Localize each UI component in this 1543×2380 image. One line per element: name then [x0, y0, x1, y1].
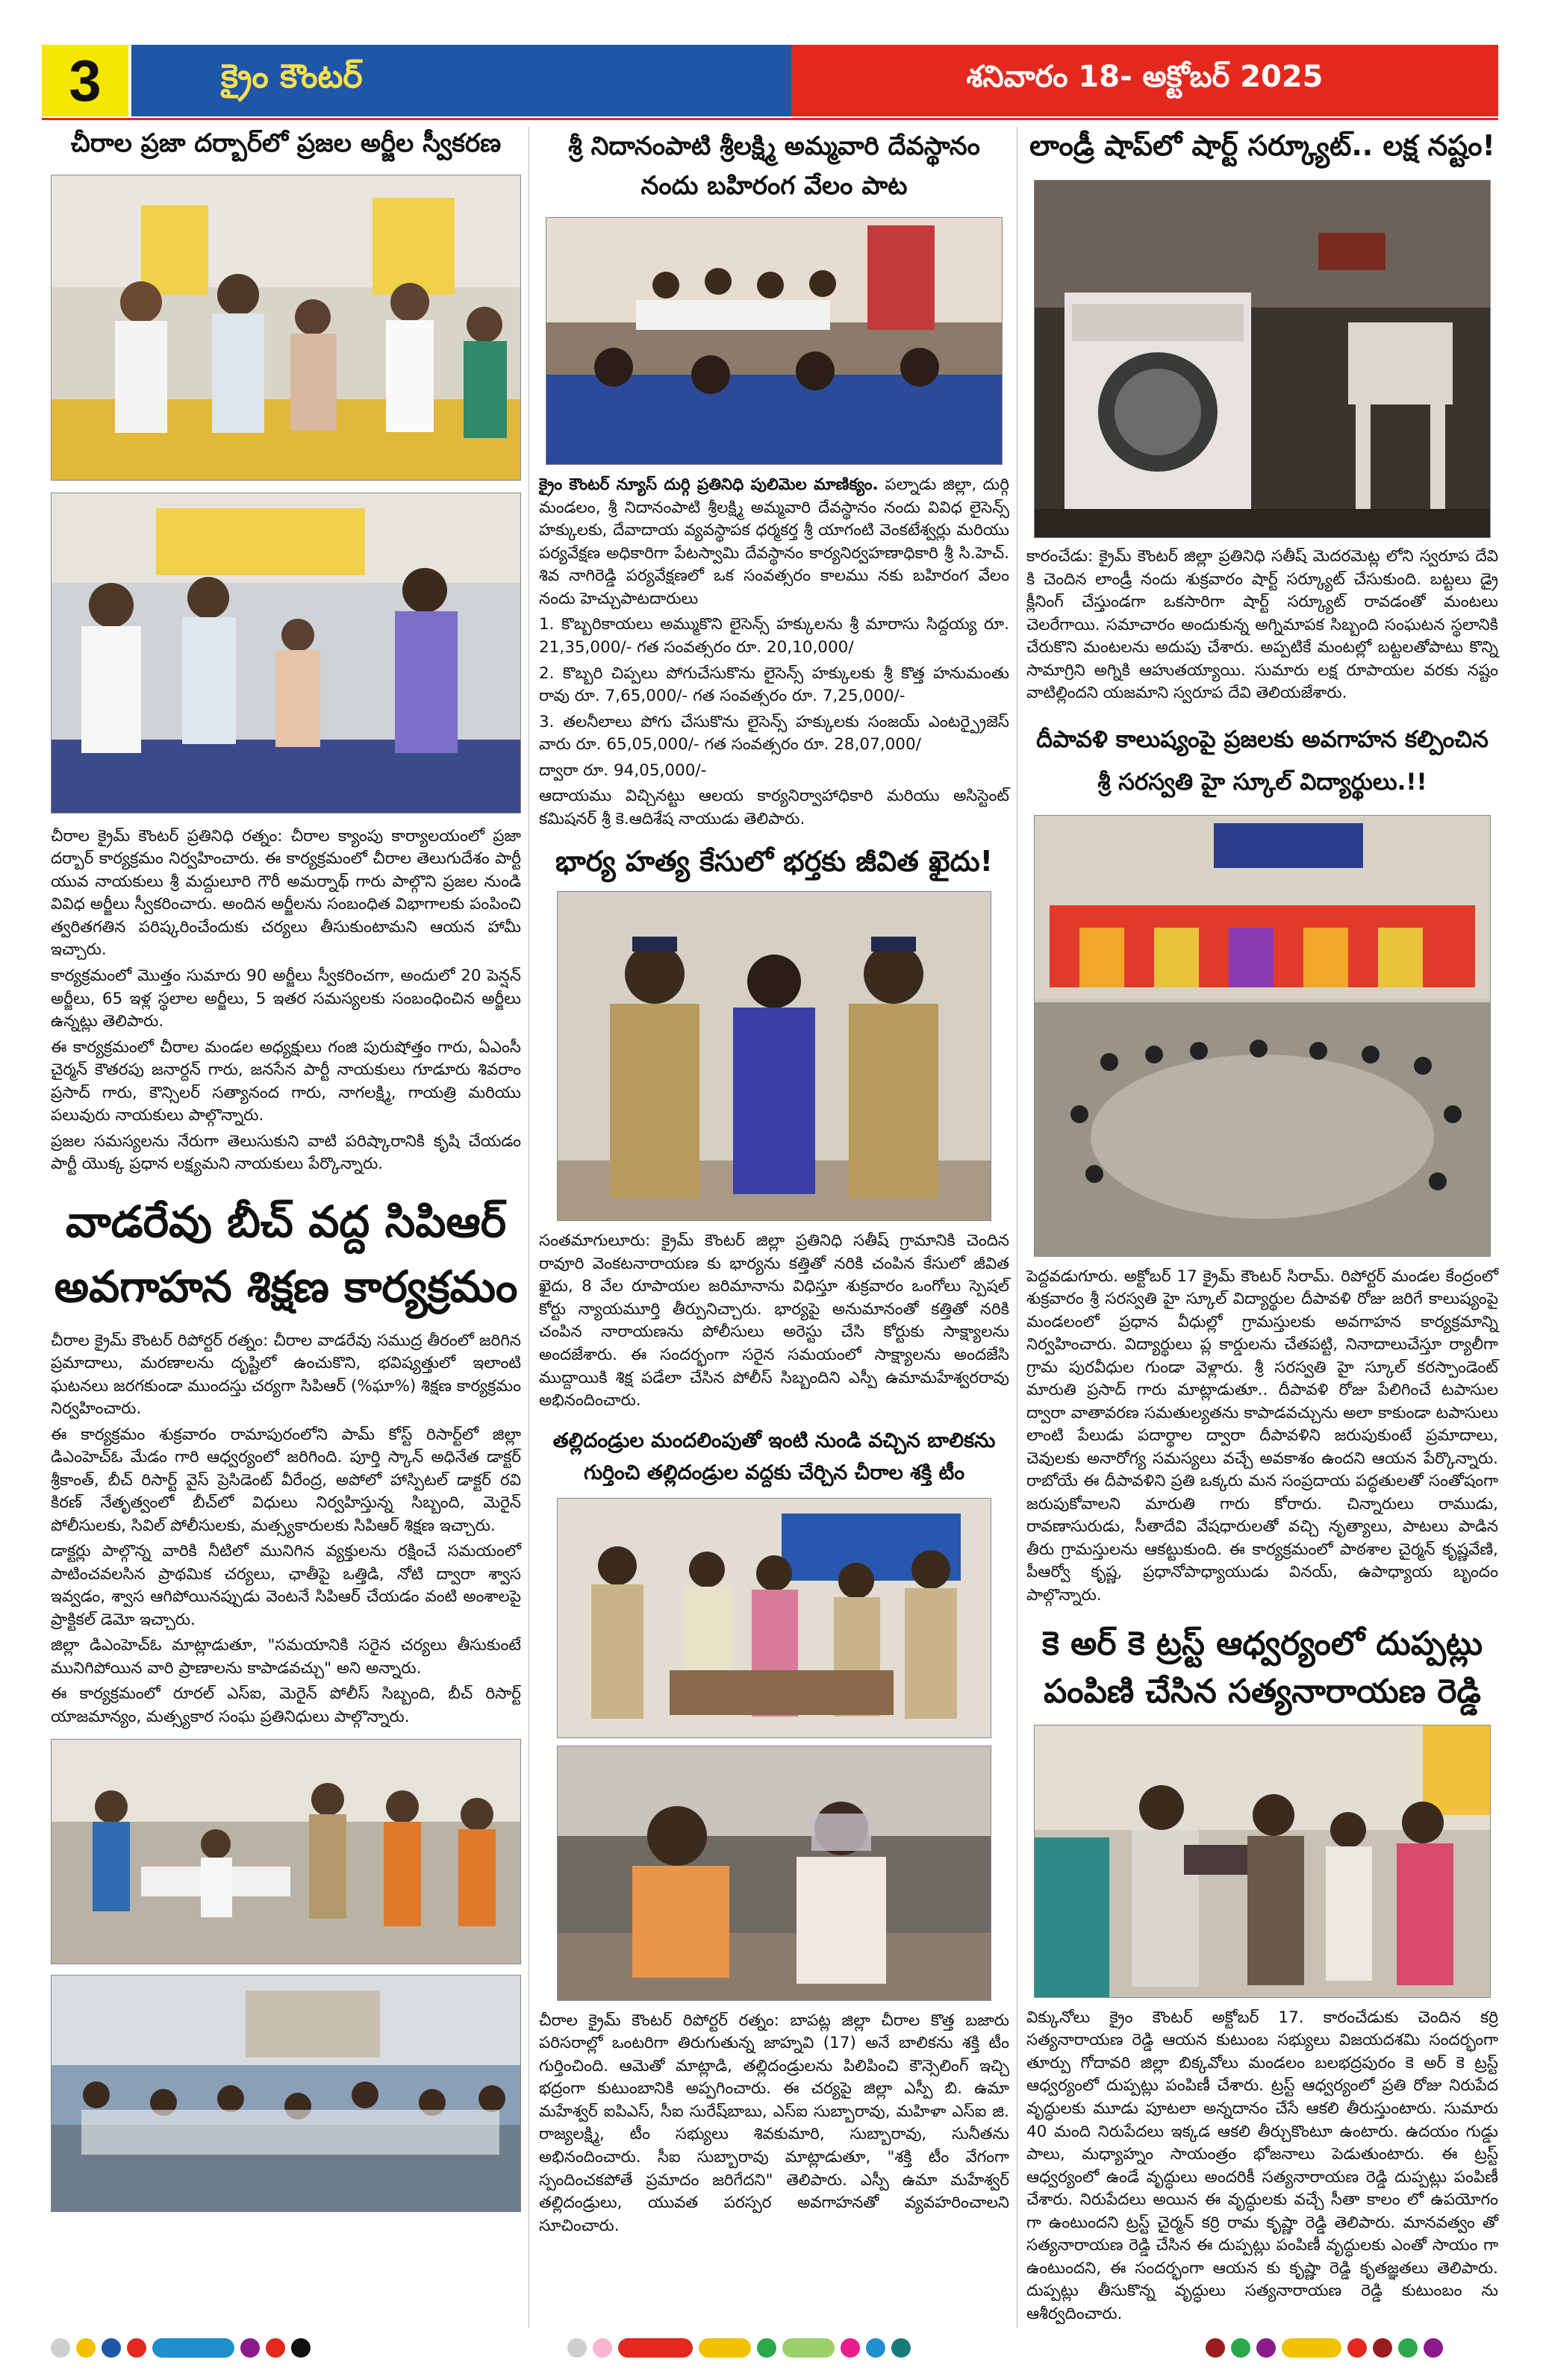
auction-item: 3. తలనీలాలు పోగు చేసుకొను లైసెన్స్ హక్కులకు సంజయ్ ఎంటర్ప్రైజెస్ వారు రూ. 65,05,000/- గత సంవత్సరం రూ. 28,07,000/ — [539, 712, 1009, 755]
article-cpr-training — [51, 1330, 521, 1729]
article-diwali-awareness — [1026, 1266, 1498, 1608]
photo-krk-trust — [1034, 1725, 1491, 1998]
color-pill — [782, 2338, 835, 2358]
footer-color-strip-left — [51, 2336, 311, 2360]
auction-item: 2. కొబ్బరి చిప్పలు పోగుచేసుకొను లైసెన్స్ హక్కులకు శ్రీ కొత్త హనుమంతు రావు రూ. 7,65,000/- గత సంవత్సరం రూ. 7,25,000/- — [539, 663, 1009, 706]
article-text: పల్నాడు జిల్లా, దుర్గి మండలం, శ్రీ నిదానంపాటి శ్రీలక్ష్మి అమ్మవారి దేవస్థానం నందు వివిధ లైసెన్స్ హక్కులకు, దేవాదాయ వ్యవస్థాపక ధర్మకర్త శ్రీ యాగంటి వెంకటేశ్వర్లు మరియు పర్యవేక్షణ అధికారిగా పేటస్వామి దేవస్థానం కార్యనిర్వహణాధికారి శ్రీ సి.హెచ్. శివ నాగిరెడ్డి పర్యవేక్షణలో ఒక సంవత్సరం కాలము నకు బహిరంగ వేలం నందు హెచ్చుపాటదారులు — [539, 475, 1009, 608]
headline-laundry-fire: లాండ్రీ షాప్‌లో షార్ట్ సర్క్యూట్.. లక్ష నష్టం! — [1029, 129, 1495, 162]
photo-praja-darbar-1 — [51, 175, 521, 481]
article-krk-trust — [1026, 2007, 1498, 2326]
color-dot — [841, 2338, 860, 2358]
article-laundry-fire — [1026, 546, 1498, 705]
photo-life-sentence — [557, 891, 991, 1221]
article-paragraph: చీరాల క్రైమ్ కౌంటర్ ప్రతినిధి రత్నం: చీరాల క్యాంపు కార్యాలయంలో ప్రజా దర్బార్ కార్యక్రమం నిర్వహించారు. ఈ కార్యక్రమంలో చీరాల తెలుగుదేశం పార్టీ యువ నాయకులు శ్రీ మద్దులూరి గౌరీ అమర్నాథ్ గారు పాల్గొని ప్రజల నుండి వివిధ అర్జీలు స్వీకరించారు. అందిన అర్జీలను సంబంధిత విభాగాలకు పంపించి త్వరితగతిన పరిష్కరించేందుకు చర్యలు తీసుకుంటామని ఆయన హామీ ఇచ్చారు. — [51, 826, 521, 960]
color-dot — [102, 2338, 121, 2358]
footer-color-strip-middle — [567, 2336, 911, 2360]
masthead-rule — [42, 118, 1498, 120]
color-dot — [1206, 2338, 1225, 2358]
photo-diwali-rally — [1034, 815, 1491, 1257]
color-dot — [291, 2338, 311, 2358]
article-shakti-team — [539, 2010, 1009, 2237]
article-paragraph: ఈ కార్యక్రమంలో చీరాల మండల అధ్యక్షులు గంజి పురుషోత్తం గారు, ఏఎంసీ చైర్మన్ కౌతరపు జనార్దన్ గారు, జనసేన పార్టీ నాయకులు గూడూరు శివరాం ప్రసాద్ గారు, కౌన్సిలర్ సత్యానంద గారు, నాగలక్ష్మి, గాయత్రి మరియు పలువురు నాయకులు పాల్గొన్నారు. — [51, 1037, 521, 1125]
color-pill — [699, 2338, 751, 2358]
color-dot — [1373, 2338, 1392, 2358]
photo-cpr-demo — [51, 1739, 521, 1964]
color-dot — [1256, 2338, 1276, 2358]
page-number: 3 — [42, 45, 128, 116]
article-paragraph: ప్రజల సమస్యలను నేరుగా తెలుసుకుని వాటి పరిష్కారానికి కృషి చేయడం పార్టీ యొక్క ప్రధాన లక్ష్యమని నాయకులు పేర్కొన్నారు. — [51, 1131, 521, 1174]
color-dot — [51, 2338, 70, 2358]
headline-life-sentence: భార్య హత్య కేసులో భర్తకు జీవిత ఖైదు! — [555, 845, 993, 878]
section-title: క్రైం కౌంటర్ — [221, 57, 363, 96]
color-dot — [1424, 2338, 1443, 2358]
photo-laundry-fire — [1034, 180, 1491, 538]
date-banner — [791, 45, 1498, 116]
headline-shakti-team: తల్లిదండ్రుల మందలింపుతో ఇంటి నుండి వచ్చిన బాలికను గుర్తించి తల్లిదండ్రుల వద్దకు చేర్చిన చీరాల శక్తి టీం — [552, 1428, 996, 1484]
article-paragraph: విక్కునోలు క్రైం కౌంటర్ అక్టోబర్ 17. కారంచేడుకు చెందిన కర్రి సత్యనారాయణ రెడ్డి ఆయన కుటుంబ సభ్యులు విజయదశమి సందర్భంగా తూర్పు గోదావరి జిల్లా బిక్కవోలు మండలం బలభద్రపురం కె అర్ కె ట్రస్ట్ ఆధ్వర్యంలో దుప్పట్లు పంపిణీ చేశారు. ట్రస్ట్ ఆధ్వర్యంలో ప్రతి రోజు నిరుపేద వృద్ధులకు మూడు పూటలా అన్నదానం చేసే ఆకలి తీరుస్తుంటారు. సుమారు 40 మంది నిరుపేదలు ఇక్కడ ఆకలి తీర్చుకొంటూ ఉంటారు. ఉదయం గుడ్డు పాలు, మధ్యాహ్నం సాయంత్రం భోజనాలు పెడుతుంటారు. ఈ ట్రస్ట్ ఆధ్వర్యంలో ఉండే వృద్ధులు అందరికీ సత్యనారాయణ రెడ్డి దుప్పట్లు పంపిణీ చేశారు. నిరుపేదలు అయిన ఈ వృద్ధులకు వచ్చే సీతా కాలం లో ఉపయోగం గా ఉంటుందని ట్రస్ట్ చైర్మన్ కర్రి రామ కృష్ణా రెడ్డి తెలిపారు. మానవత్వం తో సత్యనారాయణ రెడ్డి చేసిన ఈ దుప్పట్లు పంపిణీ వృద్ధులకు ఎంతో సాయం గా ఉంటుందని, ఈ సందర్భంగా ఆయన కు కృష్ణా రెడ్డి కృతజ్ఞతలు తెలిపారు. దుప్పట్లు తీసుకొన్న వృద్ధులు సత్యనారాయణ రెడ్డి కుటుంబం ను ఆశీర్వదించారు. — [1026, 2008, 1498, 2323]
column-2 — [539, 127, 1009, 2240]
color-dot — [76, 2338, 96, 2358]
headline-temple-auction: శ్రీ నిదానంపాటి శ్రీలక్ష్మి అమ్మవారి దేవస్థానం నందు బహిరంగ వేలం పాట — [568, 131, 980, 201]
issue-date: శనివారం 18- అక్టోబర్ 2025 — [966, 60, 1324, 94]
color-dot — [1398, 2338, 1418, 2358]
color-dot — [866, 2338, 885, 2358]
article-paragraph: పెద్దవడుగూరు. అక్టోబర్ 17 క్రైమ్ కౌంటర్ సిరామ్. రిపోర్టర్ మండల కేంద్రంలో శుక్రవారం శ్రీ సరస్వతి హై స్కూల్ విద్యార్థుల దీపావళి రోజు జరిగే కాలుష్యంపై మండలంలో ప్రధాన వీధుల్లో గ్రామస్తులకు అవగాహన కార్యక్రమాన్ని నిర్వహించారు. విద్యార్థులు ప్ల కార్డులను చేతపట్టి, నినాదాలుచేస్తూ ర్యాలీగా గ్రామ పురవీధుల గుండా వెళ్లారు. శ్రీ సరస్వతి హై స్కూల్ కరస్పాండెంట్ మారుతి ప్రసాద్ గారు మాట్లాడుతూ.. దీపావళి రోజు పేలిగించే టపాసుల ద్వారా వాతావరణ సమతుల్యతను కాపాడవచ్చును అలా కాకుండా టపాసులు లాంటి పేలుడు పదార్థాల ద్వారా దీపావళిని జరుపుకుంటే ప్రమాదాలు, చెవులకు అనారోగ్య సమస్యలు వచ్చే అవకాశం ఉందని ఆయన పేర్కొన్నారు. రాబోయే ఈ దీపావళిని ప్రతి ఒక్కరు మన సంప్రదాయ పద్ధతులతో సంతోషంగా జరుపుకోవాలని మారుతి గారు కోరారు. చిన్నారులు రాముడు, రావణాసురుడు, సీతాదేవి వేషధారులతో వచ్చి నృత్యాలు, పాటలు పాడిన తీరు గ్రామస్తులను ఆకట్టుకుంది. ఈ కార్యక్రమంలో పాఠశాల చైర్మన్ కృష్ణవేణి, పీఆర్వో కృష్ణ, ప్రధానోపాధ్యాయుడు వినయ్, ఉపాధ్యాయ బృందం పాల్గొన్నారు. — [1026, 1266, 1498, 1605]
color-dot — [757, 2338, 776, 2358]
color-pill — [1282, 2338, 1341, 2358]
photo-shakti-team-2 — [557, 1746, 991, 2001]
color-pill — [618, 2338, 693, 2358]
color-dot — [266, 2338, 285, 2358]
photo-temple-auction — [546, 217, 1003, 465]
headline-praja-darbar: చీరాల ప్రజా దర్బార్‌లో ప్రజల అర్జీల స్వీకరణ — [70, 128, 502, 158]
article-paragraph — [539, 474, 1009, 610]
article-paragraph: ఆదాయము విచ్చినట్టు ఆలయ కార్యనిర్వాహాధికారి మరియు అసిస్టెంట్ కమిషనర్ శ్రీ కె.ఆదిశేష నాయుడు తెలిపారు. — [539, 787, 1009, 828]
photo-cpr-audience — [51, 1975, 521, 2212]
headline-krk-trust: కె అర్ కె ట్రస్ట్ ఆధ్వర్యంలో దుప్పట్లు పంపిణి చేసిన సత్యనారాయణ రెడ్డి — [1041, 1625, 1483, 1711]
article-paragraph: చీరాల క్రైమ్ కౌంటర్ రిపోర్టర్ రత్నం: చీరాల వాడరేవు సముద్ర తీరంలో జరిగిన ప్రమాదాలు, మరణాలను దృష్టిలో ఉంచుకొని, భవిష్యత్తులో ఇలాంటి ఘటనలు జరగకుండా ముందస్తు చర్యగా సిపిఆర్ (%ఘా%) శిక్షణ కార్యక్రమం నిర్వహించారు. — [51, 1331, 521, 1419]
color-dot — [127, 2338, 146, 2358]
section-banner — [131, 45, 791, 116]
footer-color-strip-right — [1206, 2336, 1443, 2360]
color-dot — [891, 2338, 911, 2358]
color-pill — [152, 2338, 234, 2358]
article-paragraph: జిల్లా డిఎంహెచ్‌ఓ మాట్లాడుతూ, "సమయానికి సరైన చర్యలు తీసుకుంటే మునిగిపోయిన వారి ప్రాణాలను కాపాడవచ్చు" అని అన్నారు. — [51, 1636, 521, 1678]
color-dot — [593, 2338, 612, 2358]
photo-praja-darbar-2 — [51, 493, 521, 813]
article-paragraph: కారంచేడు: క్రైమ్ కౌంటర్ జిల్లా ప్రతినిధి సతీష్ మెదరమెట్ల లోని స్వరూప దేవి కి చెందిన లాండ్రీ నందు శుక్రవారం షార్ట్ సర్క్యూట్ చేసుకుంది. బట్టలు డ్రై క్లీనింగ్ చేస్తుండగా ఒకసారిగా షార్ట్ సర్క్యూట్ రావడంతో మంటలు చెలరేగాయి. సమాచారం అందుకున్న అగ్నిమాపక సిబ్బంది సంఘటన స్థలానికి చేరుకొని మంటలను అదుపు చేశారు. అప్పటికే మంటల్లో బట్టలతోపాటు కొన్ని సామాగ్రిని అగ్నికి ఆహుతయ్యాయి. సుమారు లక్ష రూపాయల వరకు నష్టం వాటిల్లిందని యజమాని స్వరూప దేవి తెలియజేశారు. — [1026, 547, 1498, 703]
article-paragraph: సంతమాగులూరు: క్రైమ్ కౌంటర్ జిల్లా ప్రతినిధి సతీష్ గ్రామానికి చెందిన రావూరి వెంకటనారాయణ కు భార్యను కత్తితో నరికి చంపిన కేసులో జీవిత ఖైదు, 8 వేల రూపాయల జరిమానాను విధిస్తూ శుక్రవారం ఒంగోలు స్పెషల్ కోర్టు న్యాయమూర్తి తీర్పునిచ్చారు. భార్యపై అనుమానంతో కత్తితో నరికి చంపిన నారాయణను పోలీసులు అరెస్టు చేసి కోర్టుకు సాక్ష్యాలను అందజేశారు. ఈ సందర్భంగా సరైన సమయంలో సాక్ష్యాలను అందజేసి ముద్దాయికి శిక్ష పడేలా చేసిన పోలీస్ సిబ్బందిని ఎస్పీ ఉమామహేశ్వరరావు అభినందించారు. — [539, 1231, 1009, 1411]
color-dot — [567, 2338, 587, 2358]
auction-item: ద్వారా రూ. 94,05,000/- — [539, 760, 707, 780]
article-paragraph: డాక్టర్లు పాల్గొన్న వారికి నీటిలో మునిగిన వ్యక్తులను రక్షించే సమయంలో పాటించవలసిన ప్రాథమిక చర్యలు, ఛాతీపై ఒత్తిడి, నోటి ద్వారా శ్వాస ఇవ్వడం, శ్వాస ఆగిపోయినప్పుడు వెంటనే సిపిఆర్ చేయడం వంటి అంశాలపై ప్రాక్టికల్ డెమో ఇచ్చారు. — [51, 1542, 521, 1629]
headline-cpr-training: వాడరేవు బీచ్ వద్ద సిపిఆర్ అవగాహన శిక్షణ కార్యక్రమం — [54, 1196, 518, 1312]
column-1 — [51, 127, 521, 2212]
color-dot — [1347, 2338, 1367, 2358]
article-lead: క్రైం కౌంటర్ న్యూస్ దుర్గి ప్రతినిధి పులిమెల మాణిక్యం. — [539, 475, 879, 495]
article-paragraph: చీరాల క్రైమ్ కౌంటర్ రిపోర్టర్ రత్నం: బాపట్ల జిల్లా చీరాల కొత్త బజారు పరిసరాల్లో ఒంటరిగా తిరుగుతున్న జాహ్నవి (17) అనే బాలికను శక్తి టీం గుర్తించింది. ఆమెతో మాట్లాడి, తల్లిదండ్రులను పిలిపించి కౌన్సెలింగ్ ఇచ్చి భద్రంగా కుటుంబానికి అప్పగించారు. ఈ చర్యపై జిల్లా ఎస్పీ బి. ఉమా మహేశ్వర్ ఐపిఎస్, సీఐ సురేష్‌బాబు, ఎస్ఐ సుబ్బారావు, మహిళా ఎస్ఐ జి. రాజ్యలక్ష్మి, టీం సభ్యులు శివకుమారి, సుబ్బారావు, సునీతను అభినందించారు. సీఐ సుబ్బారావు మాట్లాడుతూ, "శక్తి టీం వేగంగా స్పందించకపోతే ప్రమాదం జరిగేదని" తెలిపారు. ఎస్పీ ఉమా మహేశ్వర్ తల్లిదండ్రులు, యువత పరస్పర అవగాహనతో వ్యవహరించాలని సూచించారు. — [539, 2011, 1009, 2235]
article-temple-auction — [539, 474, 1009, 831]
article-paragraph: ఈ కార్యక్రమంలో రూరల్ ఎస్ఐ, మెరైన్ పోలీస్ సిబ్బంది, బీచ్ రిసార్ట్ యాజమాన్యం, మత్స్యకార సంఘ ప్రతినిధులు పాల్గొన్నారు. — [51, 1684, 521, 1726]
article-life-sentence — [539, 1230, 1009, 1412]
article-praja-darbar — [51, 825, 521, 1176]
color-dot — [240, 2338, 260, 2358]
headline-diwali-awareness: దీపావళి కాలుష్యంపై ప్రజలకు అవగాహన కల్పించిన శ్రీ సరస్వతి హై స్కూల్ విద్యార్థులు.!! — [1036, 725, 1489, 796]
photo-shakti-team-1 — [557, 1498, 991, 1738]
color-dot — [1231, 2338, 1250, 2358]
column-3 — [1026, 127, 1498, 2329]
article-paragraph: కార్యక్రమంలో మొత్తం సుమారు 90 అర్జీలు స్వీకరించగా, అందులో 20 పెన్షన్ అర్జీలు, 65 ఇళ్ల స్థలాల అర్జీలు, 5 ఇతర సమస్యలకు సంబంధించిన అర్జీలు ఉన్నట్లు తెలిపారు. — [51, 966, 521, 1031]
auction-item: 1. కొబ్బరికాయలు అమ్ముకొని లైసెన్స్ హక్కులను శ్రీ మారాసు సిద్దయ్య రూ. 21,35,000/- గత సంవత్సరం రూ. 20,10,000/ — [539, 615, 1009, 657]
article-paragraph: ఈ కార్యక్రమం శుక్రవారం రామాపురంలోని పామ్ కోస్ట్ రిసార్ట్‌లో జిల్లా డిఎంహెచ్‌ఓ మేడం గారి ఆధ్వర్యంలో జరిగింది. పూర్తి స్కాన్ అధినేత డాక్టర్ శ్రీకాంత్, బీచ్ రిసార్ట్ వైస్ ప్రెసిడెంట్ వీరేంద్ర, అపోలో హాస్పిటల్ డాక్టర్ రవి కిరణ్ నేతృత్వంలో బీచ్‌లో విధులు నిర్వహిస్తున్న సిబ్బంది, మెరైన్ పోలీసులకు, సివిల్ పోలీసులకు, మత్స్యకారులకు సిపిఆర్ శిక్షణ ఇచ్చారు. — [51, 1425, 521, 1535]
